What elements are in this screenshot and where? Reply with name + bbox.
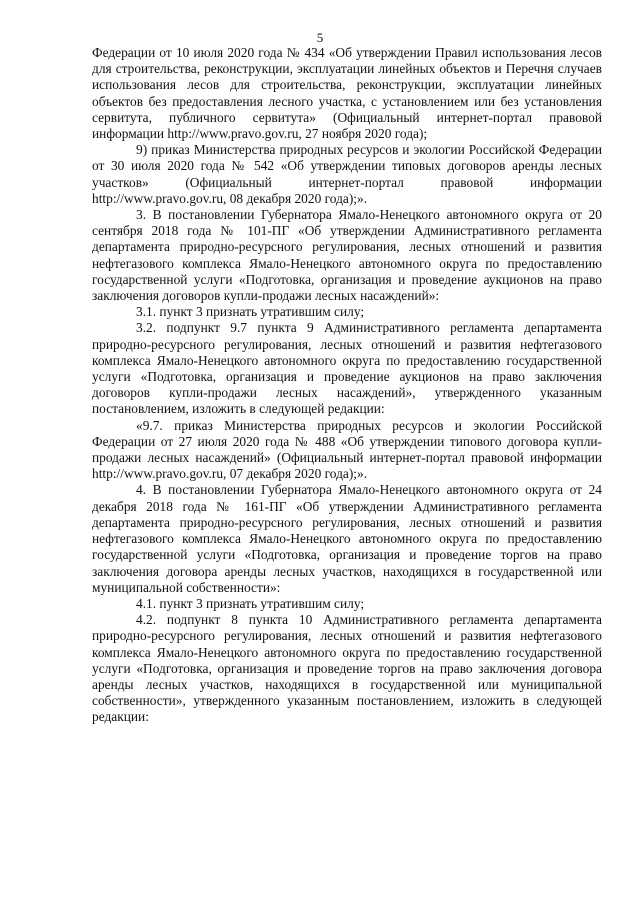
paragraph-section-3-2: 3.2. подпункт 9.7 пункта 9 Административного регламента департамента природно-ресурсного регулирования, лесных отношений и развития нефтегазового комплекса Ямало-Ненецкого автономного округа по предоставлению государственной услуги «Подготовка, организация и проведение аукционов на право заключения договоров купли-продажи лесных насаждений», утвержденного указанным постановлением, изложить в следующей редакции:	[92, 320, 602, 417]
page-number: 5	[316, 30, 324, 45]
paragraph-section-4: 4. В постановлении Губернатора Ямало-Ненецкого автономного округа от 24 декабря 2018 года № 161-ПГ «Об утверждении Административного регламента департамента природно-ресурсного регулирования, лесных отношений и развития нефтегазового комплекса Ямало-Ненецкого автономного округа по предоставлению государственной услуги «Подготовка, организация и проведение торгов на право заключения договора аренды лесных участков, находящихся в государственной или муниципальной собственности»:	[92, 482, 602, 595]
paragraph-continuation: Федерации от 10 июля 2020 года № 434 «Об утверждении Правил использования лесов для строительства, реконструкции, эксплуатации линейных объектов и Перечня случаев использования лесов для строительства, реконструкции, эксплуатации линейных объектов без предоставления лесного участка, с установлением или без установления сервитута, публичного сервитута» (Официальный интернет-портал правовой информации http://www.pravo.gov.ru, 27 ноября 2020 года);	[92, 45, 602, 142]
document-body	[92, 45, 602, 726]
paragraph-section-4-2: 4.2. подпункт 8 пункта 10 Административного регламента департамента природно-ресурсного регулирования, лесных отношений и развития нефтегазового комплекса Ямало-Ненецкого автономного округа по предоставлению государственной услуги «Подготовка, организация и проведение торгов на право заключения договора аренды лесных участков, находящихся в государственной или муниципальной собственности», утвержденного указанным постановлением, изложить в следующей редакции:	[92, 612, 602, 725]
paragraph-section-3: 3. В постановлении Губернатора Ямало-Ненецкого автономного округа от 20 сентября 2018 года № 101-ПГ «Об утверждении Административного регламента департамента природно-ресурсного регулирования, лесных отношений и развития нефтегазового комплекса Ямало-Ненецкого автономного округа по предоставлению государственной услуги «Подготовка, организация и проведение аукционов на право заключения договоров купли-продажи лесных насаждений»:	[92, 207, 602, 304]
paragraph-section-3-1: 3.1. пункт 3 признать утратившим силу;	[136, 304, 365, 320]
paragraph-section-4-1: 4.1. пункт 3 признать утратившим силу;	[136, 595, 365, 611]
paragraph-quote-9-7: «9.7. приказ Министерства природных ресурсов и экологии Российской Федерации от 27 июля 2020 года № 488 «Об утверждении типового договора купли-продажи лесных насаждений» (Официальный интернет-портал правовой информации http://www.pravo.gov.ru, 07 декабря 2020 года);».	[92, 417, 602, 482]
paragraph-item-9: 9) приказ Министерства природных ресурсов и экологии Российской Федерации от 30 июля 2020 года № 542 «Об утверждении типовых договоров аренды лесных участков» (Официальный интернет-портал правовой информации http://www.pravo.gov.ru, 08 декабря 2020 года);».	[92, 142, 602, 206]
